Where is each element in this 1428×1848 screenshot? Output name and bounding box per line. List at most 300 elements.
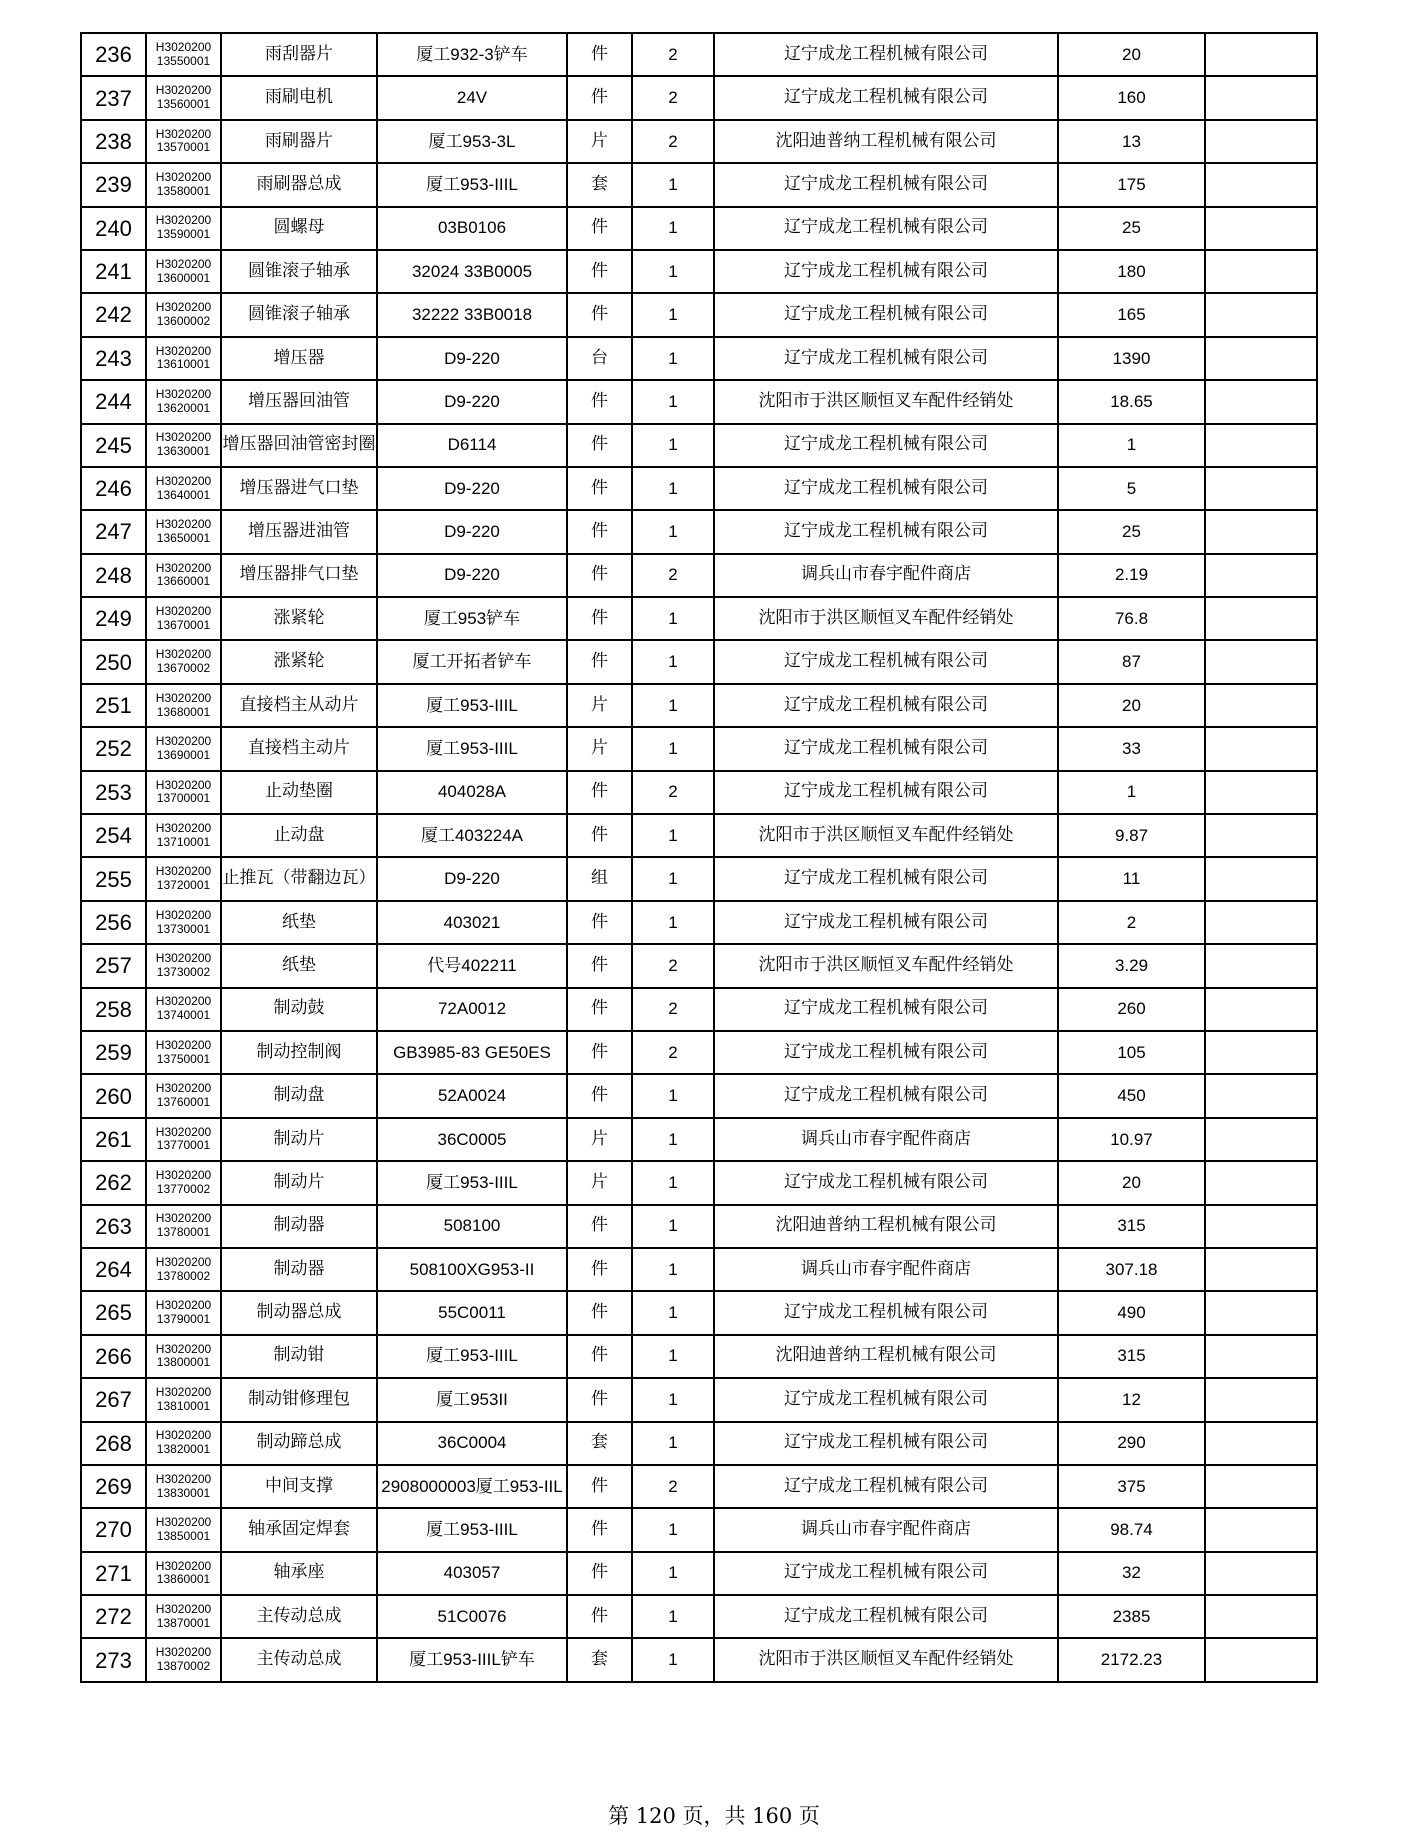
item-name: 圆螺母 — [221, 207, 377, 250]
item-code — [146, 640, 221, 683]
item-quantity: 1 — [632, 597, 714, 640]
item-quantity: 2 — [632, 33, 714, 76]
row-index: 269 — [81, 1465, 146, 1508]
item-code-line: H3020200 — [155, 1428, 212, 1443]
row-index: 252 — [81, 727, 146, 770]
table-row — [81, 380, 1317, 423]
item-code-line: H3020200 — [155, 1645, 212, 1660]
item-note — [1205, 250, 1317, 293]
row-index: 245 — [81, 424, 146, 467]
item-supplier: 沈阳市于洪区顺恒叉车配件经销处 — [714, 1638, 1058, 1681]
item-unit: 件 — [567, 640, 632, 683]
row-index: 257 — [81, 944, 146, 987]
item-unit: 件 — [567, 1291, 632, 1334]
item-note — [1205, 901, 1317, 944]
item-supplier: 辽宁成龙工程机械有限公司 — [714, 1031, 1058, 1074]
row-index: 259 — [81, 1031, 146, 1074]
item-code-line: 13600001 — [156, 270, 211, 285]
item-spec: 52A0024 — [377, 1074, 567, 1117]
item-code — [146, 554, 221, 597]
item-price: 1 — [1058, 771, 1205, 814]
table-row — [81, 76, 1317, 119]
item-code-line: 13710001 — [156, 834, 211, 849]
item-code-line: 13610001 — [156, 357, 211, 372]
item-supplier: 辽宁成龙工程机械有限公司 — [714, 901, 1058, 944]
item-supplier: 辽宁成龙工程机械有限公司 — [714, 250, 1058, 293]
item-code-line: 13570001 — [156, 140, 211, 155]
item-unit: 件 — [567, 1465, 632, 1508]
item-supplier: 辽宁成龙工程机械有限公司 — [714, 1074, 1058, 1117]
item-unit: 片 — [567, 120, 632, 163]
item-code — [146, 33, 221, 76]
item-name: 增压器进油管 — [221, 510, 377, 553]
item-code — [146, 1161, 221, 1204]
item-code-line: H3020200 — [155, 1211, 212, 1226]
item-name: 直接档主动片 — [221, 727, 377, 770]
row-index: 267 — [81, 1378, 146, 1421]
item-code-line: H3020200 — [155, 473, 212, 488]
item-quantity: 1 — [632, 380, 714, 423]
item-supplier: 辽宁成龙工程机械有限公司 — [714, 207, 1058, 250]
item-price: 32 — [1058, 1552, 1205, 1595]
item-code — [146, 1074, 221, 1117]
item-code-line: H3020200 — [155, 994, 212, 1009]
item-note — [1205, 1031, 1317, 1074]
item-code-line: 13560001 — [156, 97, 211, 112]
item-spec: D9-220 — [377, 380, 567, 423]
item-note — [1205, 33, 1317, 76]
table-row — [81, 1074, 1317, 1117]
item-code-line: 13630001 — [156, 444, 211, 459]
row-index: 273 — [81, 1638, 146, 1681]
item-spec: D9-220 — [377, 554, 567, 597]
item-supplier: 辽宁成龙工程机械有限公司 — [714, 163, 1058, 206]
item-name: 纸垫 — [221, 901, 377, 944]
item-name: 雨刷器片 — [221, 120, 377, 163]
item-code-line: H3020200 — [155, 517, 212, 532]
item-price: 98.74 — [1058, 1508, 1205, 1551]
table-row — [81, 814, 1317, 857]
item-code-line: 13670002 — [156, 661, 211, 676]
item-note — [1205, 207, 1317, 250]
table-row — [81, 510, 1317, 553]
item-note — [1205, 467, 1317, 510]
item-quantity: 1 — [632, 1508, 714, 1551]
item-note — [1205, 857, 1317, 900]
item-price: 11 — [1058, 857, 1205, 900]
item-quantity: 2 — [632, 1465, 714, 1508]
table-row — [81, 120, 1317, 163]
row-index: 243 — [81, 337, 146, 380]
item-supplier: 辽宁成龙工程机械有限公司 — [714, 988, 1058, 1031]
item-code-line: H3020200 — [155, 170, 212, 185]
table-row — [81, 988, 1317, 1031]
item-quantity: 1 — [632, 424, 714, 467]
item-note — [1205, 597, 1317, 640]
item-name: 涨紧轮 — [221, 597, 377, 640]
item-spec: 2908000003厦工953-IIL — [377, 1465, 567, 1508]
item-code-line: 13830001 — [156, 1485, 211, 1500]
item-unit: 件 — [567, 1205, 632, 1248]
item-unit: 件 — [567, 76, 632, 119]
item-spec: 厦工932-3铲车 — [377, 33, 567, 76]
item-price: 20 — [1058, 33, 1205, 76]
item-note — [1205, 293, 1317, 336]
item-spec: GB3985-83 GE50ES — [377, 1031, 567, 1074]
item-price: 76.8 — [1058, 597, 1205, 640]
item-spec: 36C0005 — [377, 1118, 567, 1161]
item-spec: 厦工953-3L — [377, 120, 567, 163]
row-index: 272 — [81, 1595, 146, 1638]
item-note — [1205, 727, 1317, 770]
item-quantity: 1 — [632, 1638, 714, 1681]
row-index: 258 — [81, 988, 146, 1031]
item-price: 12 — [1058, 1378, 1205, 1421]
item-name: 直接档主从动片 — [221, 684, 377, 727]
item-note — [1205, 120, 1317, 163]
item-name: 增压器 — [221, 337, 377, 380]
item-code-line: H3020200 — [155, 430, 212, 445]
table-row — [81, 1465, 1317, 1508]
item-unit: 件 — [567, 814, 632, 857]
item-code-line: 13690001 — [156, 747, 211, 762]
row-index: 262 — [81, 1161, 146, 1204]
item-name: 中间支撑 — [221, 1465, 377, 1508]
item-quantity: 1 — [632, 293, 714, 336]
item-code-line: H3020200 — [155, 1254, 212, 1269]
item-unit: 件 — [567, 380, 632, 423]
item-spec: D9-220 — [377, 510, 567, 553]
item-name: 制动控制阀 — [221, 1031, 377, 1074]
row-index: 266 — [81, 1335, 146, 1378]
item-price: 10.97 — [1058, 1118, 1205, 1161]
item-quantity: 1 — [632, 857, 714, 900]
item-supplier: 辽宁成龙工程机械有限公司 — [714, 510, 1058, 553]
item-unit: 件 — [567, 554, 632, 597]
item-supplier: 沈阳市于洪区顺恒叉车配件经销处 — [714, 944, 1058, 987]
item-code-line: 13860001 — [156, 1572, 211, 1587]
item-price: 175 — [1058, 163, 1205, 206]
item-code — [146, 901, 221, 944]
item-code — [146, 337, 221, 380]
item-code-line: 13640001 — [156, 487, 211, 502]
item-spec: 厦工953-IIIL — [377, 684, 567, 727]
item-unit: 件 — [567, 207, 632, 250]
item-price: 315 — [1058, 1205, 1205, 1248]
item-code-line: H3020200 — [155, 1558, 212, 1573]
parts-table — [80, 32, 1318, 1683]
item-price: 18.65 — [1058, 380, 1205, 423]
item-name: 止推瓦（带翻边瓦） — [221, 857, 377, 900]
table-row — [81, 467, 1317, 510]
item-supplier: 辽宁成龙工程机械有限公司 — [714, 1378, 1058, 1421]
table-row — [81, 1422, 1317, 1465]
item-name: 止动盘 — [221, 814, 377, 857]
item-note — [1205, 510, 1317, 553]
item-supplier: 调兵山市春宇配件商店 — [714, 554, 1058, 597]
item-name: 增压器回油管 — [221, 380, 377, 423]
item-spec: 403057 — [377, 1552, 567, 1595]
item-supplier: 辽宁成龙工程机械有限公司 — [714, 467, 1058, 510]
item-code-line: 13760001 — [156, 1095, 211, 1110]
item-quantity: 1 — [632, 163, 714, 206]
item-unit: 件 — [567, 1552, 632, 1595]
item-quantity: 2 — [632, 554, 714, 597]
item-supplier: 辽宁成龙工程机械有限公司 — [714, 1465, 1058, 1508]
item-name: 圆锥滚子轴承 — [221, 293, 377, 336]
item-unit: 件 — [567, 944, 632, 987]
item-spec: 厦工953-IIIL — [377, 1335, 567, 1378]
row-index: 241 — [81, 250, 146, 293]
item-unit: 件 — [567, 1335, 632, 1378]
item-name: 轴承固定焊套 — [221, 1508, 377, 1551]
item-unit: 件 — [567, 901, 632, 944]
item-code-line: H3020200 — [155, 1385, 212, 1399]
item-price: 315 — [1058, 1335, 1205, 1378]
item-code-line: 13730002 — [156, 964, 211, 979]
item-unit: 件 — [567, 1248, 632, 1291]
item-unit: 件 — [567, 1378, 632, 1421]
item-unit: 套 — [567, 1638, 632, 1681]
item-code-line: H3020200 — [155, 83, 212, 98]
row-index: 265 — [81, 1291, 146, 1334]
item-name: 制动器 — [221, 1248, 377, 1291]
item-supplier: 调兵山市春宇配件商店 — [714, 1118, 1058, 1161]
item-name: 涨紧轮 — [221, 640, 377, 683]
item-code-line: 13720001 — [156, 878, 211, 893]
item-quantity: 2 — [632, 944, 714, 987]
item-code — [146, 1422, 221, 1465]
table-row — [81, 33, 1317, 76]
item-code — [146, 380, 221, 423]
item-spec: 厦工953-IIIL — [377, 163, 567, 206]
item-code-line: H3020200 — [155, 300, 212, 315]
item-note — [1205, 1248, 1317, 1291]
row-index: 236 — [81, 33, 146, 76]
item-price: 290 — [1058, 1422, 1205, 1465]
item-code-line: 13670001 — [156, 617, 211, 632]
table-row — [81, 1595, 1317, 1638]
item-unit: 件 — [567, 771, 632, 814]
item-code-line: 13820001 — [156, 1442, 211, 1457]
item-note — [1205, 1638, 1317, 1681]
item-unit: 组 — [567, 857, 632, 900]
item-code-line: H3020200 — [155, 907, 212, 922]
item-price: 1390 — [1058, 337, 1205, 380]
item-price: 5 — [1058, 467, 1205, 510]
item-supplier: 辽宁成龙工程机械有限公司 — [714, 293, 1058, 336]
table-row — [81, 1508, 1317, 1551]
item-quantity: 1 — [632, 1335, 714, 1378]
row-index: 270 — [81, 1508, 146, 1551]
item-note — [1205, 988, 1317, 1031]
item-code-line: H3020200 — [155, 39, 212, 54]
table-row — [81, 944, 1317, 987]
item-spec: 72A0012 — [377, 988, 567, 1031]
item-supplier: 辽宁成龙工程机械有限公司 — [714, 337, 1058, 380]
item-spec: 厦工953-IIIL — [377, 1508, 567, 1551]
item-unit: 件 — [567, 1074, 632, 1117]
item-code-line: 13590001 — [156, 227, 211, 242]
item-code-line: H3020200 — [155, 734, 212, 749]
item-supplier: 辽宁成龙工程机械有限公司 — [714, 727, 1058, 770]
item-spec: D9-220 — [377, 337, 567, 380]
item-code-line: 13770002 — [156, 1181, 211, 1196]
item-code-line: H3020200 — [155, 603, 212, 618]
item-supplier: 辽宁成龙工程机械有限公司 — [714, 76, 1058, 119]
item-code-line: 13600002 — [156, 314, 211, 329]
item-name: 主传动总成 — [221, 1638, 377, 1681]
item-unit: 片 — [567, 684, 632, 727]
item-code-line: 13730001 — [156, 921, 211, 936]
item-spec: 508100 — [377, 1205, 567, 1248]
item-note — [1205, 814, 1317, 857]
item-quantity: 1 — [632, 1118, 714, 1161]
item-name: 轴承座 — [221, 1552, 377, 1595]
item-code — [146, 1248, 221, 1291]
item-note — [1205, 424, 1317, 467]
item-code — [146, 857, 221, 900]
item-unit: 件 — [567, 424, 632, 467]
row-index: 260 — [81, 1074, 146, 1117]
item-price: 490 — [1058, 1291, 1205, 1334]
item-note — [1205, 1552, 1317, 1595]
item-name: 圆锥滚子轴承 — [221, 250, 377, 293]
item-supplier: 辽宁成龙工程机械有限公司 — [714, 1595, 1058, 1638]
item-unit: 片 — [567, 727, 632, 770]
item-code — [146, 597, 221, 640]
item-code-line: 13790001 — [156, 1312, 211, 1327]
item-spec: 508100XG953-II — [377, 1248, 567, 1291]
row-index: 254 — [81, 814, 146, 857]
item-code-line: 13780001 — [156, 1225, 211, 1240]
item-supplier: 辽宁成龙工程机械有限公司 — [714, 771, 1058, 814]
item-price: 450 — [1058, 1074, 1205, 1117]
item-spec: 代号402211 — [377, 944, 567, 987]
item-unit: 套 — [567, 163, 632, 206]
item-code-line: H3020200 — [155, 256, 212, 271]
item-code-line: 13780002 — [156, 1268, 211, 1283]
item-code — [146, 1465, 221, 1508]
item-spec: D9-220 — [377, 857, 567, 900]
item-spec: 厦工403224A — [377, 814, 567, 857]
table-row — [81, 424, 1317, 467]
item-code — [146, 76, 221, 119]
table-row — [81, 1335, 1317, 1378]
item-name: 制动钳修理包 — [221, 1378, 377, 1421]
item-unit: 套 — [567, 1422, 632, 1465]
item-code-line: 13700001 — [156, 791, 211, 806]
table-row — [81, 1118, 1317, 1161]
item-name: 制动蹄总成 — [221, 1422, 377, 1465]
item-code-line: H3020200 — [155, 1471, 212, 1486]
table-row — [81, 684, 1317, 727]
row-index: 253 — [81, 771, 146, 814]
item-note — [1205, 1508, 1317, 1551]
item-note — [1205, 1205, 1317, 1248]
item-note — [1205, 1161, 1317, 1204]
item-note — [1205, 1422, 1317, 1465]
item-code-line: 13750001 — [156, 1051, 211, 1066]
item-note — [1205, 1465, 1317, 1508]
item-code — [146, 250, 221, 293]
item-spec: 32222 33B0018 — [377, 293, 567, 336]
item-name: 增压器回油管密封圈 — [221, 424, 377, 467]
item-note — [1205, 1378, 1317, 1421]
item-quantity: 1 — [632, 1291, 714, 1334]
item-code — [146, 1291, 221, 1334]
item-supplier: 沈阳迪普纳工程机械有限公司 — [714, 1335, 1058, 1378]
item-supplier: 辽宁成龙工程机械有限公司 — [714, 33, 1058, 76]
item-code — [146, 1335, 221, 1378]
item-price: 105 — [1058, 1031, 1205, 1074]
table-row — [81, 901, 1317, 944]
item-code-line: 13550001 — [156, 53, 211, 68]
item-code-line: H3020200 — [155, 1601, 212, 1616]
item-unit: 台 — [567, 337, 632, 380]
item-code — [146, 1595, 221, 1638]
item-supplier: 沈阳市于洪区顺恒叉车配件经销处 — [714, 597, 1058, 640]
row-index: 238 — [81, 120, 146, 163]
item-price: 2.19 — [1058, 554, 1205, 597]
table-row — [81, 1638, 1317, 1681]
item-supplier: 辽宁成龙工程机械有限公司 — [714, 1552, 1058, 1595]
table-row — [81, 1031, 1317, 1074]
item-unit: 片 — [567, 1161, 632, 1204]
item-code-line: 13740001 — [156, 1008, 211, 1023]
item-spec: 厦工953II — [377, 1378, 567, 1421]
item-note — [1205, 640, 1317, 683]
item-price: 165 — [1058, 293, 1205, 336]
item-code-line: 13650001 — [156, 530, 211, 545]
item-code-line: H3020200 — [155, 690, 212, 705]
item-price: 375 — [1058, 1465, 1205, 1508]
item-quantity: 1 — [632, 1074, 714, 1117]
table-row — [81, 554, 1317, 597]
table-row — [81, 1161, 1317, 1204]
item-code — [146, 510, 221, 553]
item-quantity: 1 — [632, 337, 714, 380]
item-name: 主传动总成 — [221, 1595, 377, 1638]
item-name: 制动片 — [221, 1118, 377, 1161]
item-unit: 件 — [567, 988, 632, 1031]
item-code — [146, 684, 221, 727]
item-quantity: 1 — [632, 901, 714, 944]
item-quantity: 1 — [632, 250, 714, 293]
row-index: 244 — [81, 380, 146, 423]
item-note — [1205, 163, 1317, 206]
item-supplier: 辽宁成龙工程机械有限公司 — [714, 684, 1058, 727]
item-name: 制动器总成 — [221, 1291, 377, 1334]
item-code — [146, 944, 221, 987]
item-code-line: H3020200 — [155, 1124, 212, 1139]
item-code-line: H3020200 — [155, 1341, 212, 1356]
item-spec: 36C0004 — [377, 1422, 567, 1465]
item-note — [1205, 771, 1317, 814]
item-code — [146, 207, 221, 250]
table-row — [81, 597, 1317, 640]
item-code-line: H3020200 — [155, 1168, 212, 1183]
item-code-line: H3020200 — [155, 560, 212, 575]
item-price: 160 — [1058, 76, 1205, 119]
item-note — [1205, 1074, 1317, 1117]
item-note — [1205, 380, 1317, 423]
item-code-line: H3020200 — [155, 1298, 212, 1313]
item-unit: 件 — [567, 33, 632, 76]
item-code — [146, 424, 221, 467]
item-code-line: 13680001 — [156, 704, 211, 719]
item-spec: 厦工953铲车 — [377, 597, 567, 640]
